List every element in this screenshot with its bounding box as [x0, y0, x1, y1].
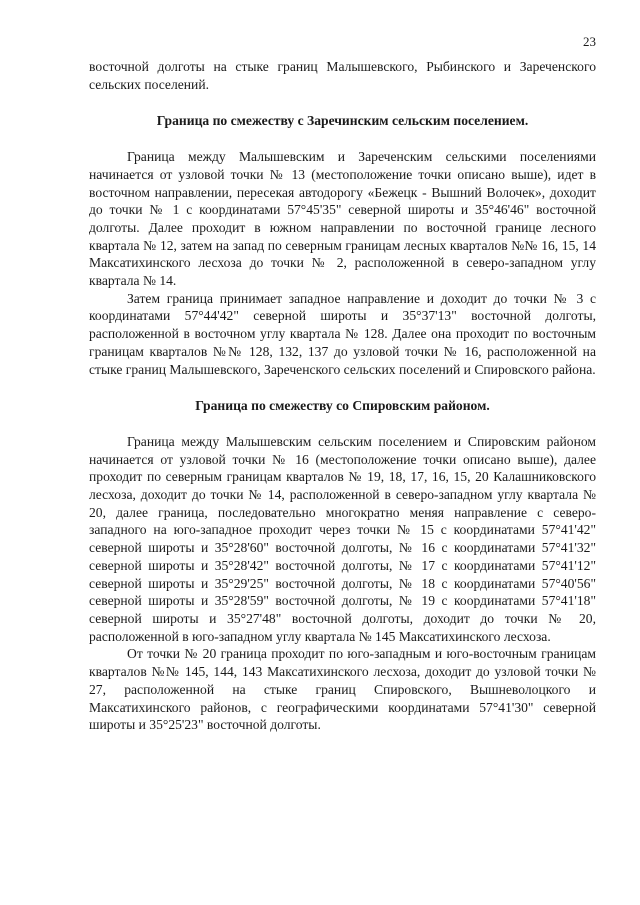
- spacer: [89, 415, 596, 433]
- page-number: 23: [583, 34, 596, 49]
- paragraph-zarechenskoe-2: Затем граница принимает западное направление и доходит до точки № 3 с координатами 57°44'42" северной широты и 35°37'13" восточной долготы, расположенной в восточном углу квартала № 128. Далее она проходит по восточным границам кварталов №№ 128, 132, 137 до узловой точки № 16, расположенной на стыке границ Малышевского, Зареченского сельских поселений и Спировского района.: [89, 290, 596, 377]
- spacer: [89, 378, 596, 397]
- document-body: [89, 58, 596, 734]
- paragraph-spirovsky-2: От точки № 20 граница проходит по юго-западным и юго-восточным границам кварталов №№ 145, 144, 143 Максатихинского лесхоза, доходит до узловой точки № 27, расположенной на стыке границ Спировского, Вышневолоцкого и Максатихинского районов, с географическими координатами 57°41'30" северной широты и 35°25'23" восточной долготы.: [89, 646, 596, 733]
- intro-paragraph: восточной долготы на стыке границ Малышевского, Рыбинского и Зареченского сельских поселений.: [89, 59, 596, 92]
- paragraph-zarechenskoe-1: Граница между Малышевским и Зареченским сельскими поселениями начинается от узловой точки № 13 (местоположение точки описано выше), идет в восточном направлении, пересекая автодорогу «Бежецк - Вышний Волочек», доходит до точки № 1 с координатами 57°45'35" северной широты и 35°46'46" восточной долготы. Далее проходит в южном направлении по восточной границе лесного квартала № 12, затем на запад по северным границам лесных кварталов №№ 16, 15, 14 Максатихинского лесхоза до точки № 2, расположенной в северо-западном углу квартала № 14.: [89, 149, 596, 289]
- paragraph-spirovsky-1: Граница между Малышевским сельским поселением и Спировским районом начинается от узловой точки № 16 (местоположение точки описано выше), далее проходит по северным границам кварталов № 19, 18, 17, 16, 15, 20 Калашниковского лесхоза, доходит до точки № 14, расположенной в северо-западном углу квартала № 20, далее граница, последовательно многократно меняя направление с северо-западного на юго-западное проходит через точки № 15 с координатами 57°41'42" северной широты и 35°28'60" восточной долготы, № 16 с координатами 57°41'32" северной широты и 35°28'42" восточной долготы, № 17 с координатами 57°41'12" северной широты и 35°29'25" восточной долготы, № 18 с координатами 57°40'56" северной широты и 35°28'59" восточной долготы, № 19 с координатами 57°41'18" северной широты и 35°27'48" восточной долготы, доходит до точки № 20, расположенной в юго-западном углу квартала № 145 Максатихинского лесхоза.: [89, 433, 596, 644]
- section-heading-zarechenskoe: Граница по смежеству с Заречинским сельским поселением.: [156, 113, 529, 129]
- spacer: [89, 130, 596, 148]
- section-heading-spirovsky: Граница по смежеству со Спировским районом.: [195, 398, 490, 414]
- spacer: [89, 93, 596, 112]
